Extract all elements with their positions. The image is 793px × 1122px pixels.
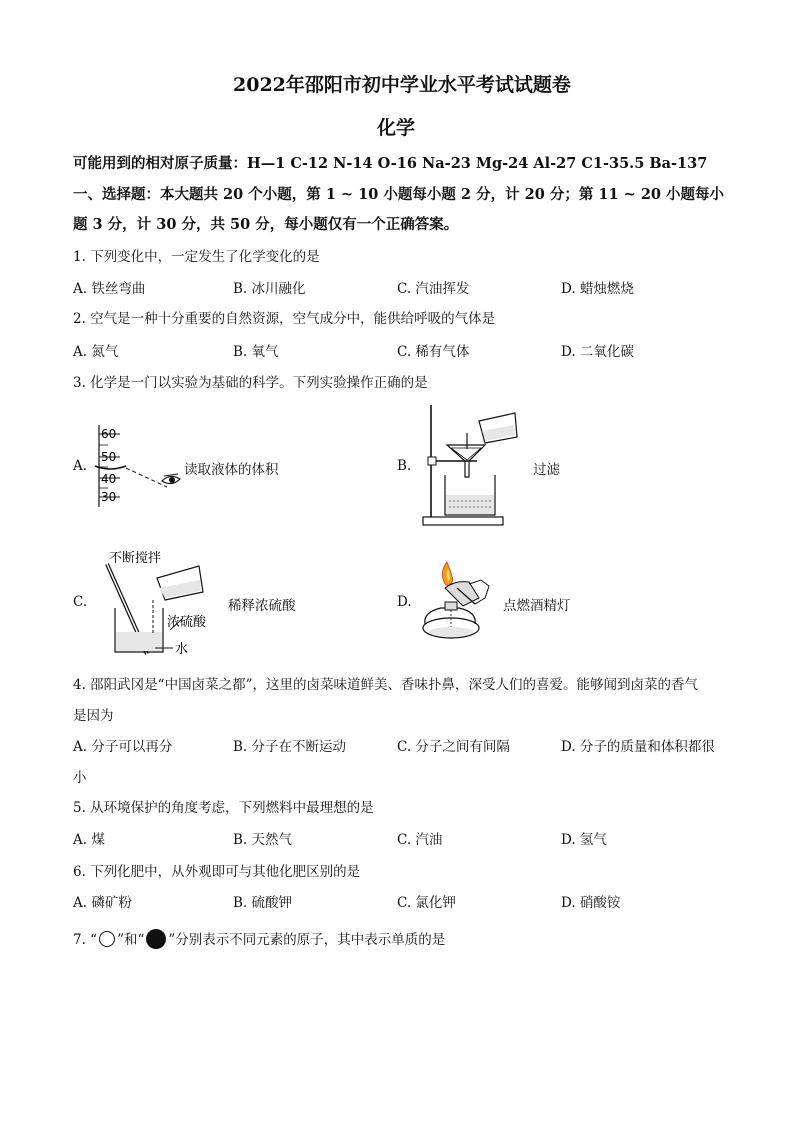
cylinder-tick-50: 50 bbox=[101, 450, 117, 464]
q6-option-c[interactable]: C. 氯化钾 bbox=[397, 895, 456, 911]
cylinder-tick-40: 40 bbox=[101, 472, 117, 486]
solid-atom-icon bbox=[146, 929, 166, 949]
q4-option-c[interactable]: C. 分子之间有间隔 bbox=[397, 739, 510, 755]
question-4-stem-line2: 是因为 bbox=[73, 708, 114, 724]
cylinder-tick-60: 60 bbox=[101, 427, 117, 441]
q3-option-b[interactable]: B. bbox=[397, 458, 412, 474]
q6-option-d[interactable]: D. 硝酸铵 bbox=[561, 895, 621, 911]
q1-option-a[interactable]: A. 铁丝弯曲 bbox=[73, 281, 146, 297]
q4-option-d[interactable]: D. 分子的质量和体积都很 bbox=[561, 739, 715, 755]
section-instructions-line2: 题 3 分，计 30 分，共 50 分，每小题仅有一个正确答案。 bbox=[73, 216, 459, 233]
q4-option-b[interactable]: B. 分子在不断运动 bbox=[233, 739, 347, 755]
acid-label: 浓硫酸 bbox=[167, 615, 207, 630]
page-title: 2022年邵阳市初中学业水平考试试题卷 bbox=[233, 74, 571, 96]
q2-option-d[interactable]: D. 二氧化碳 bbox=[561, 344, 634, 360]
question-3-stem: 3. 化学是一门以实验为基础的科学。下列实验操作正确的是 bbox=[73, 375, 428, 391]
q3-option-a[interactable]: A. bbox=[73, 458, 88, 474]
q7-mid: ”和“ bbox=[117, 932, 145, 948]
q2-option-c[interactable]: C. 稀有气体 bbox=[397, 344, 470, 360]
alcohol-lamp-figure bbox=[415, 558, 505, 643]
question-2-stem: 2. 空气是一种十分重要的自然资源，空气成分中，能供给呼吸的气体是 bbox=[73, 311, 496, 327]
subject-title: 化学 bbox=[377, 117, 416, 139]
filtration-apparatus-figure bbox=[415, 403, 530, 528]
question-7-stem bbox=[73, 928, 445, 949]
question-4-stem-line1: 4. 邵阳武冈是“中国卤菜之都”，这里的卤菜味道鲜美、香味扑鼻，深受人们的喜爱。能够闻到卤菜的香气 bbox=[73, 677, 698, 693]
dilution-figure bbox=[95, 550, 225, 660]
section-instructions-line1: 一、选择题：本大题共 20 个小题，第 1 ~ 10 小题每小题 2 分，计 20 分；第 11 ~ 20 小题每小 bbox=[73, 186, 725, 203]
q5-option-a[interactable]: A. 煤 bbox=[73, 832, 105, 848]
stir-label: 不断搅拌 bbox=[109, 551, 162, 566]
q3-d-caption: 点燃酒精灯 bbox=[503, 598, 571, 614]
cylinder-tick-30: 30 bbox=[101, 490, 117, 504]
q3-a-caption: 读取液体的体积 bbox=[184, 462, 279, 478]
q1-option-c[interactable]: C. 汽油挥发 bbox=[397, 281, 470, 297]
question-5-stem: 5. 从环境保护的角度考虑，下列燃料中最理想的是 bbox=[73, 800, 374, 816]
q5-option-b[interactable]: B. 天然气 bbox=[233, 832, 293, 848]
hollow-atom-icon bbox=[99, 931, 115, 947]
water-label: 水 bbox=[175, 642, 189, 657]
graduated-cylinder-figure bbox=[92, 425, 192, 510]
q7-prefix: 7. “ bbox=[73, 932, 98, 948]
q2-option-a[interactable]: A. 氮气 bbox=[73, 344, 119, 360]
q5-option-c[interactable]: C. 汽油 bbox=[397, 832, 443, 848]
q6-option-a[interactable]: A. 磷矿粉 bbox=[73, 895, 132, 911]
q6-option-b[interactable]: B. 硫酸钾 bbox=[233, 895, 293, 911]
q4-option-a[interactable]: A. 分子可以再分 bbox=[73, 739, 173, 755]
q5-option-d[interactable]: D. 氢气 bbox=[561, 832, 607, 848]
q1-option-d[interactable]: D. 蜡烛燃烧 bbox=[561, 281, 634, 297]
q3-option-c[interactable]: C. bbox=[73, 594, 88, 610]
q7-suffix: ”分别表示不同元素的原子，其中表示单质的是 bbox=[168, 932, 446, 948]
q3-c-caption: 稀释浓硫酸 bbox=[228, 598, 296, 614]
eye-icon bbox=[160, 472, 182, 490]
q3-option-d[interactable]: D. bbox=[397, 594, 412, 610]
question-6-stem: 6. 下列化肥中，从外观即可与其他化肥区别的是 bbox=[73, 864, 361, 880]
q3-b-caption: 过滤 bbox=[533, 462, 560, 478]
atomic-masses: 可能用到的相对原子质量：H—1 C-12 N-14 O-16 Na-23 Mg-24 Al-27 C1-35.5 Ba-137 bbox=[73, 155, 708, 172]
q1-option-b[interactable]: B. 冰川融化 bbox=[233, 281, 306, 297]
q2-option-b[interactable]: B. 氧气 bbox=[233, 344, 279, 360]
question-1-stem: 1. 下列变化中，一定发生了化学变化的是 bbox=[73, 249, 320, 265]
q4-option-d-wrap: 小 bbox=[73, 770, 87, 786]
